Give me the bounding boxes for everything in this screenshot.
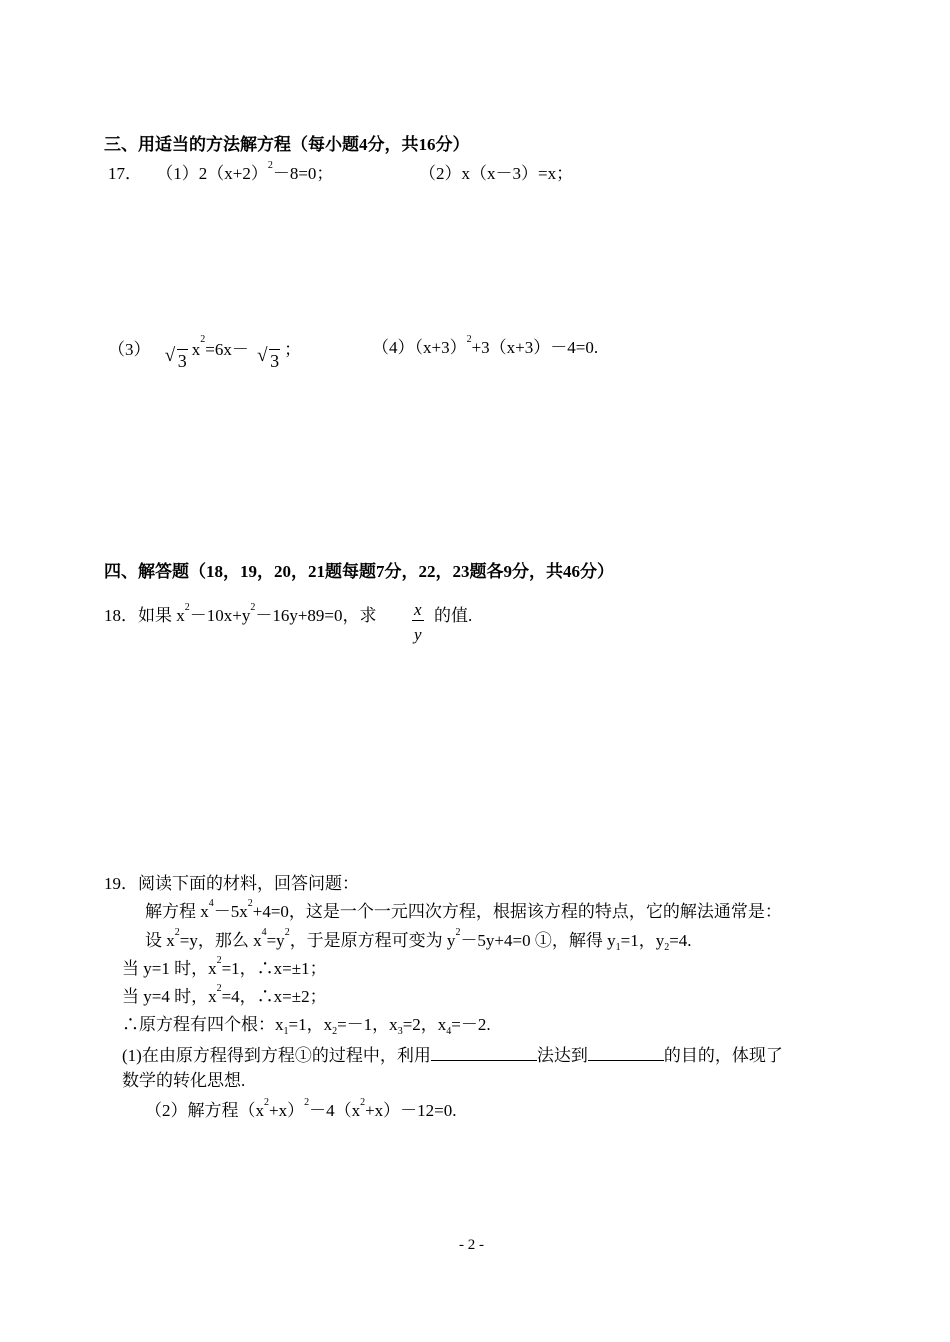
q17-p3-end: ； [284,340,302,359]
q18-t2: －10x+y [189,606,251,625]
text-segment: =4. [669,931,692,950]
subscript: 1 [283,1026,289,1037]
sqrt-3-radical-1: √ 3 [164,345,187,371]
text-segment: =2，x [402,1015,447,1034]
text-segment: 解方程 x [145,902,209,921]
fraction-numerator: x [414,600,422,619]
answer-blank-1[interactable] [431,1042,537,1061]
q19-line3 [122,955,327,980]
q17-part3 [108,334,302,371]
text-segment: +x）－12=0. [365,1101,457,1120]
subscript: 2 [664,942,670,953]
text-segment: +4=0，这是一个一元四次方程，根据该方程的特点，它的解法通常是： [252,902,782,921]
answer-blank-2[interactable] [588,1042,664,1061]
sqrt-3-radical-2: √ 3 [257,345,280,371]
fraction-denominator: y [414,625,422,644]
subscript: 2 [332,1026,338,1037]
superscript: 2 [264,1097,269,1108]
q19-line2 [145,927,692,953]
subscript: 3 [397,1026,403,1037]
q17-p3-mid: =6x－ [205,340,249,359]
text-segment: （2）解方程（x [145,1101,264,1120]
section-4-heading: 四、解答题（18，19，20，21题每题7分，22，23题各9分，共46分） [104,562,614,581]
text-segment: 设 x [145,931,175,950]
subscript: 4 [446,1026,452,1037]
q17-p1-exp: 2 [267,160,273,171]
text-segment: +x） [269,1101,305,1120]
q19-part1-cont: 数学的转化思想. [122,1071,246,1090]
text-segment: ，于是原方程可变为 y [289,931,456,950]
text-segment: =y，那么 x [179,931,262,950]
q19-p1-a: (1)在由原方程得到方程①的过程中，利用 [122,1046,431,1065]
superscript: 4 [261,927,267,938]
superscript: 2 [284,927,290,938]
section-3-heading: 三、用适当的方法解方程（每小题4分，共16分） [104,135,470,154]
q17-p1-a: 2（x+2） [198,164,268,183]
q19-line4 [122,983,327,1008]
q17-p1-b: －8=0； [272,164,334,183]
q18-e2: 2 [250,602,256,613]
q19-p1-b: 法达到 [536,1046,588,1065]
superscript: 2 [247,898,253,909]
superscript: 2 [360,1097,366,1108]
superscript: 2 [455,927,461,938]
superscript: 2 [216,983,222,994]
q17-part4 [372,334,599,359]
text-segment: ∴原方程有四个根：x [122,1015,284,1034]
q19-line5 [122,1014,491,1036]
subscript: 1 [615,942,621,953]
text-segment: =y [266,931,285,950]
q17-p4-b: +3（x+3）－4=0. [471,338,599,357]
text-segment: =－2. [451,1015,491,1034]
q17-p4-exp: 2 [466,334,472,345]
q17-p4-a: （4）（x+3） [372,338,467,357]
q18-text [104,602,377,627]
q17-number: 17． [108,164,142,183]
text-segment: 当 y=1 时，x [122,959,217,978]
text-segment: =1，x [288,1015,333,1034]
q18-e1: 2 [184,602,190,613]
q17-p3-x: x [191,340,201,359]
superscript: 4 [208,898,214,909]
text-segment: －5y+4=0 ①，解得 y [460,931,616,950]
q17-part2: （2）x（x－3）=x； [419,164,574,183]
q19-part1 [122,1042,783,1067]
q18-end: 的值. [434,606,473,625]
q17-part1 [108,160,334,185]
text-segment: 3 [270,351,280,371]
text-segment: =4，∴x=±2； [221,987,327,1006]
q17-p3-exp: 2 [200,334,206,345]
text-segment: =1，y [620,931,665,950]
q19-intro: 19．阅读下面的材料，回答问题： [104,874,359,893]
q19-p1-c: 的目的，体现了 [663,1046,783,1065]
text-segment: =－1，x [337,1015,398,1034]
text-segment: －4（x [309,1101,361,1120]
superscript: 2 [304,1097,310,1108]
q18-fraction [412,600,424,646]
text-segment: 3 [177,351,187,371]
superscript: 2 [216,955,222,966]
text-segment: 当 y=4 时，x [122,987,217,1006]
q17-p1-label: （1） [156,164,199,183]
superscript: 2 [174,927,180,938]
q17-p3-label: （3） [108,340,151,359]
text-segment: －5x [213,902,248,921]
text-segment: =1，∴x=±1； [221,959,327,978]
q18-number: 18． [104,606,138,625]
q19-line1 [145,898,782,923]
q19-part2 [145,1097,457,1122]
q18-t1: 如果 x [138,606,185,625]
q18-t3: －16y+89=0，求 [255,606,377,625]
page-number: - 2 - [459,1237,484,1253]
